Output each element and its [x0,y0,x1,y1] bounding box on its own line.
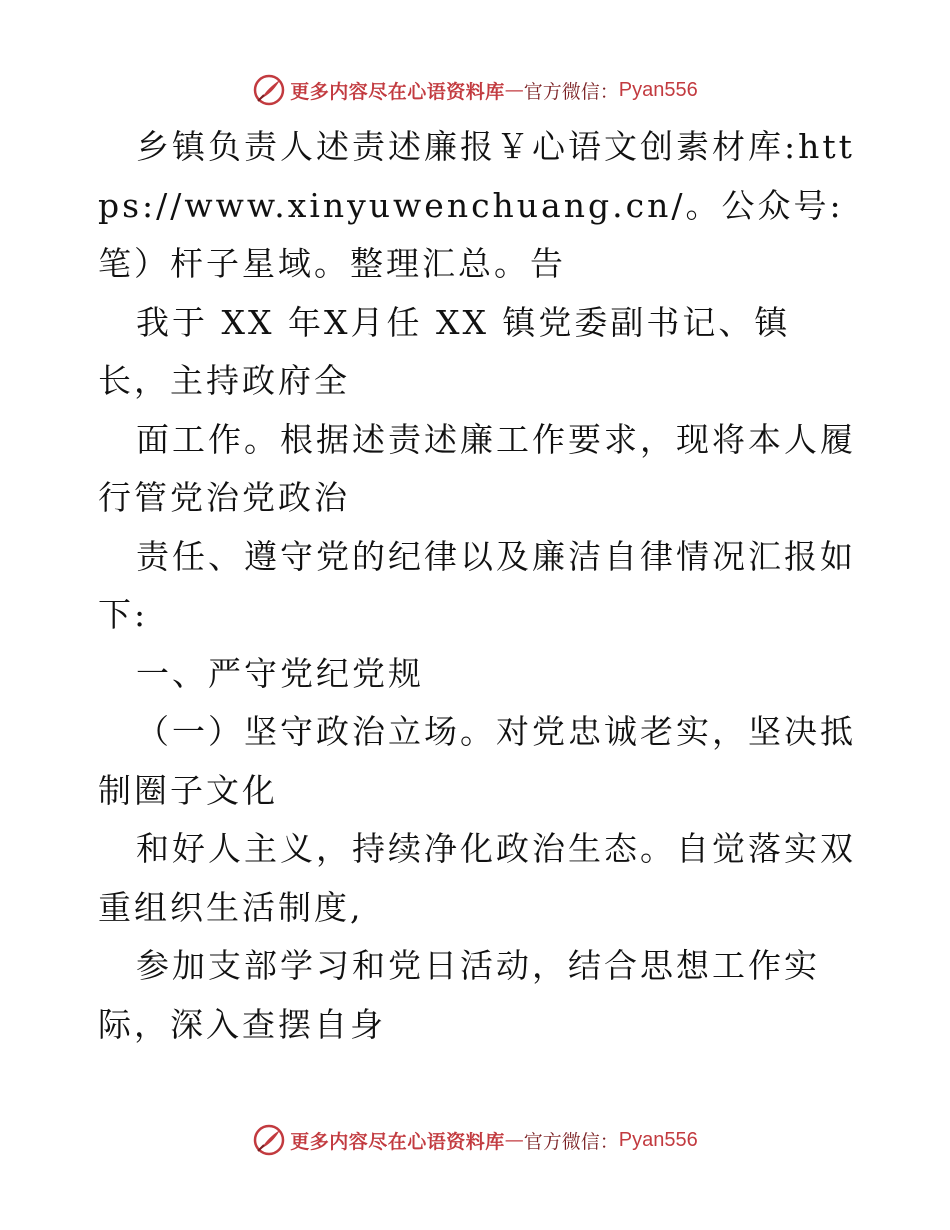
section-heading: 一、严守党纪党规 [136,653,424,693]
banner-dash: — [504,1129,524,1151]
banner-dash: — [504,79,524,101]
paragraph-2: 我于 XX 年X月任 XX 镇党委副书记、镇长，主持政府全 [98,302,791,400]
paragraph-1: 乡镇负责人述责述廉报￥心语文创素材库:https://www.xinyuwenchuang.cn/。公众号: 笔）杆子星域。整理汇总。告 [98,127,855,283]
paragraph-3: 面工作。根据述责述廉工作要求，现将本人履行管党治党政治 [98,419,856,517]
banner-wechat-id: Pyan556 [618,78,698,101]
paragraph-5: （一）坚守政治立场。对党忠诚老实，坚决抵制圈子文化 [98,712,856,810]
banner-brand-text: 更多内容尽在心语资料库 [290,80,505,103]
feather-pen-logo-icon [252,73,286,107]
banner-wechat-id: Pyan556 [618,1128,698,1151]
banner-wechat-label: 官方微信： [523,80,619,103]
footer-banner [0,1122,950,1158]
feather-pen-logo-icon [252,1123,286,1157]
paragraph-7: 参加支部学习和党日活动，结合思想工作实际，深入查摆自身 [98,946,820,1044]
header-banner [0,72,950,108]
paragraph-6: 和好人主义，持续净化政治生态。自觉落实双重组织生活制度, [98,829,856,927]
banner-wechat-label: 官方微信： [523,1130,619,1153]
document-body [98,118,858,1054]
banner-brand-text: 更多内容尽在心语资料库 [290,1130,505,1153]
paragraph-4: 责任、遵守党的纪律以及廉洁自律情况汇报如下: [98,536,856,634]
